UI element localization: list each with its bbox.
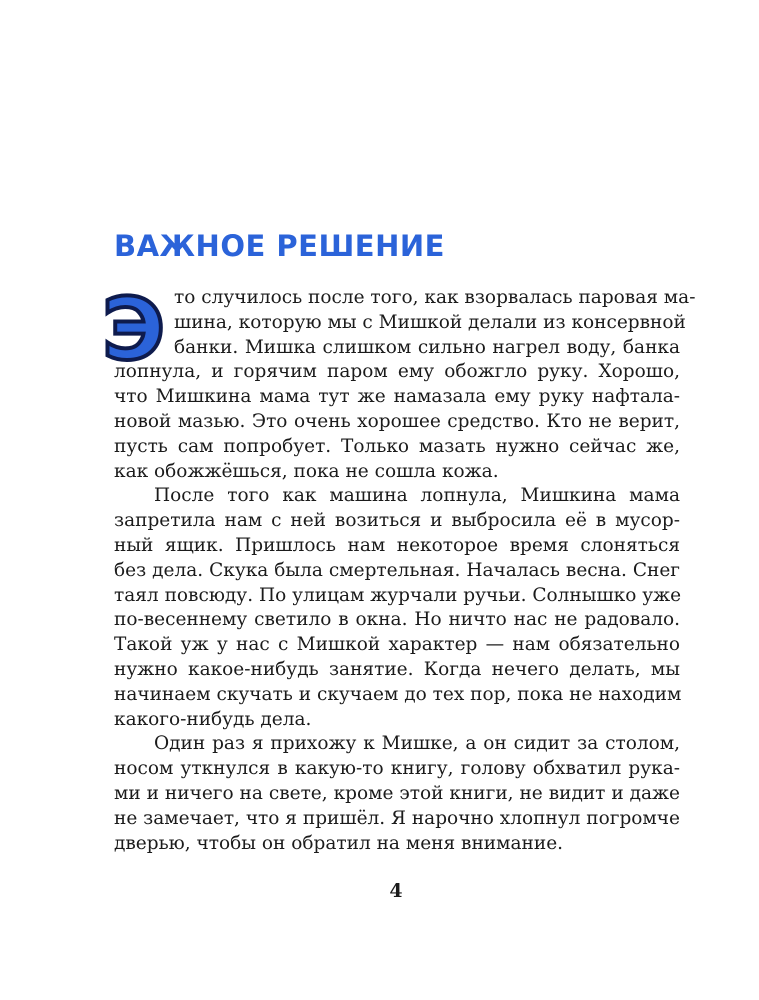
- text-line: пусть сам попробует. Только мазать нужно сейчас же,: [114, 435, 680, 457]
- text-line: какого-нибудь дела.: [114, 708, 312, 730]
- text-line: запретила нам с ней возиться и выбросила её в мусор-: [114, 510, 680, 532]
- text-line: Такой уж у нас с Мишкой характер — нам обязательно: [114, 634, 680, 656]
- text-line: Один раз я прихожу к Мишке, а он сидит за столом,: [154, 733, 680, 755]
- text-line: не замечает, что я пришёл. Я нарочно хлопнул погромче: [114, 807, 680, 829]
- text-line: по-весеннему светило в окна. Но ничто нас не радовало.: [114, 609, 680, 631]
- drop-cap: Э: [102, 280, 166, 380]
- text-line: ный ящик. Пришлось нам некоторое время слоняться: [114, 534, 680, 556]
- text-line: лопнула, и горячим паром ему обожгло руку. Хорошо,: [114, 361, 680, 383]
- text-line: как обожжёшься, пока не сошла кожа.: [114, 460, 499, 482]
- text-line: дверью, чтобы он обратил на меня внимание.: [114, 832, 564, 854]
- text-line: После того как машина лопнула, Мишкина мама: [154, 485, 680, 507]
- page-number: 4: [389, 880, 403, 902]
- text-line: нужно какое-нибудь занятие. Когда нечего делать, мы: [114, 658, 680, 680]
- text-line: то случилось после того, как взорвалась паровая ма-: [174, 287, 696, 308]
- text-line: таял повсюду. По улицам журчали ручьи. Солнышко уже: [114, 584, 682, 606]
- text-line: банки. Мишка слишком сильно нагрел воду, банка: [174, 336, 680, 358]
- text-line: носом уткнулся в какую-то книгу, голову обхватил рука-: [114, 758, 680, 780]
- text-line: ми и ничего на свете, кроме этой книги, не видит и даже: [114, 782, 680, 804]
- text-line: что Мишкина мама тут же намазала ему руку нафтала-: [114, 386, 680, 408]
- text-line: новой мазью. Это очень хорошее средство. Кто не верит,: [114, 410, 680, 432]
- body-text: [114, 286, 696, 856]
- text-line: шина, которую мы с Мишкой делали из консервной: [174, 311, 686, 333]
- text-line: начинаем скучать и скучаем до тех пор, пока не находим: [114, 683, 682, 705]
- text-line: без дела. Скука была смертельная. Началась весна. Снег: [114, 559, 680, 581]
- chapter-title: ВАЖНОЕ РЕШЕНИЕ: [114, 229, 445, 263]
